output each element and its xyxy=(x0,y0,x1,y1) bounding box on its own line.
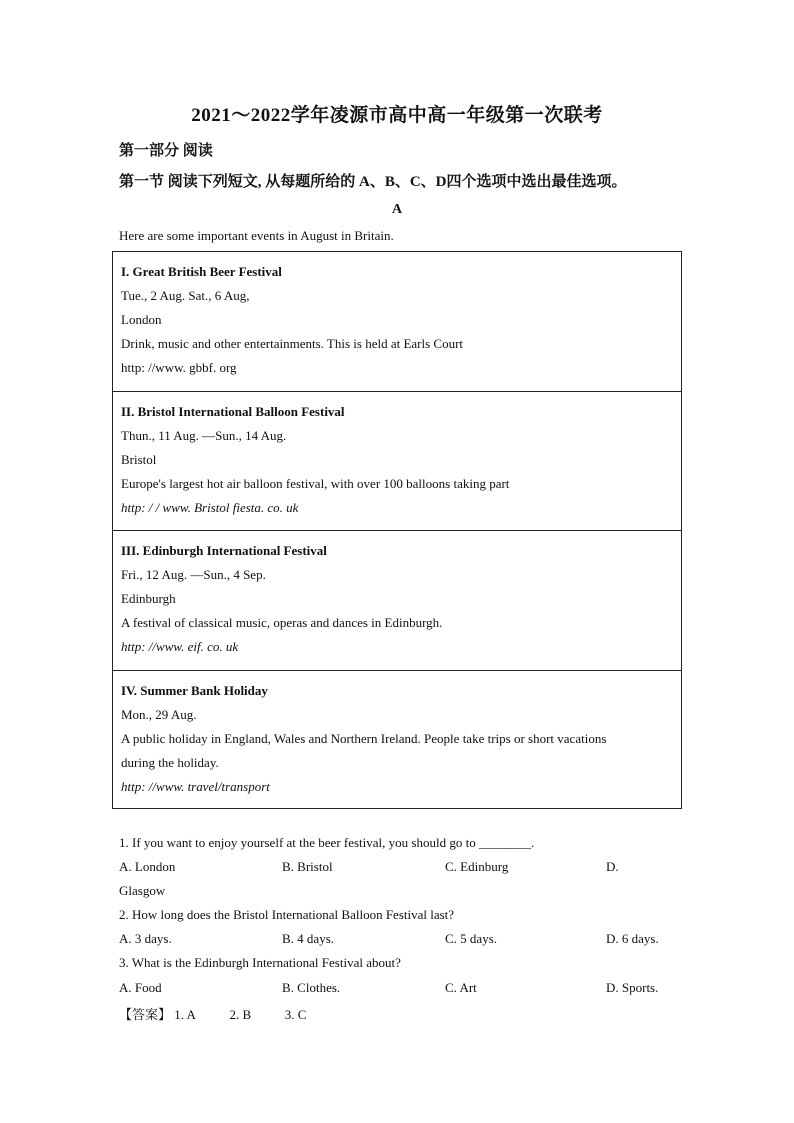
event-description: Europe's largest hot air balloon festival, with over 100 balloons taking part xyxy=(121,476,510,491)
answer-label: 【答案】 xyxy=(119,1007,172,1022)
event-description: Drink, music and other entertainments. This is held at Earls Court xyxy=(121,336,464,351)
question-2: 2. How long does the Bristol International Balloon Festival last? xyxy=(119,907,455,922)
option-d: D. Sports. xyxy=(606,980,659,995)
passage-letter: A xyxy=(391,202,403,217)
event-date: Fri., 12 Aug. —Sun., 4 Sep. xyxy=(121,567,266,582)
event-name: III. Edinburgh International Festival xyxy=(121,543,327,558)
exam-title: 2021～2022学年凌源市高中高一年级第一次联考 xyxy=(191,105,603,126)
event-date: Mon., 29 Aug. xyxy=(121,707,197,722)
event-box xyxy=(113,252,681,392)
event-date: Tue., 2 Aug. Sat., 6 Aug, xyxy=(121,288,250,303)
question-1-options xyxy=(119,859,679,883)
question-2-options xyxy=(119,931,679,955)
option-a: A. London xyxy=(119,859,176,874)
option-a: A. Food xyxy=(119,980,162,995)
answer-item: 2. B xyxy=(229,1007,252,1022)
event-place: Edinburgh xyxy=(121,591,176,606)
option-b: B. Bristol xyxy=(282,859,333,874)
event-box xyxy=(113,531,681,671)
question-3-options xyxy=(119,980,679,1004)
event-name: II. Bristol International Balloon Festival xyxy=(121,404,345,419)
passage-intro: Here are some important events in August in Britain. xyxy=(119,228,394,243)
option-d: D. xyxy=(606,859,619,874)
option-d-continued: Glasgow xyxy=(119,883,166,898)
event-box xyxy=(113,671,681,808)
answer-item: 3. C xyxy=(284,1007,307,1022)
event-url: http: / / www. Bristol fiesta. co. uk xyxy=(121,500,299,515)
event-description: A public holiday in England, Wales and Northern Ireland. People take trips or short vacations xyxy=(121,731,607,746)
section-heading: 第一节 阅读下列短文, 从每题所给的 A、B、C、D四个选项中选出最佳选项。 xyxy=(119,174,627,190)
event-name: IV. Summer Bank Holiday xyxy=(121,683,268,698)
event-name: I. Great British Beer Festival xyxy=(121,264,282,279)
events-table xyxy=(112,251,682,809)
option-d: D. 6 days. xyxy=(606,931,659,946)
question-1: 1. If you want to enjoy yourself at the beer festival, you should go to ________. xyxy=(119,835,535,850)
option-c: C. Art xyxy=(445,980,477,995)
event-description-continued: during the holiday. xyxy=(121,755,219,770)
event-url: http: //www. eif. co. uk xyxy=(121,639,239,654)
answer-item: 1. A xyxy=(174,1007,196,1022)
answer-line xyxy=(119,1004,306,1023)
option-c: C. Edinburg xyxy=(445,859,509,874)
event-url: http: //www. travel/transport xyxy=(121,779,270,794)
option-a: A. 3 days. xyxy=(119,931,172,946)
event-place: Bristol xyxy=(121,452,157,467)
event-date: Thun., 11 Aug. —Sun., 14 Aug. xyxy=(121,428,287,443)
event-place: London xyxy=(121,312,162,327)
part-heading: 第一部分 阅读 xyxy=(119,143,213,159)
event-description: A festival of classical music, operas and dances in Edinburgh. xyxy=(121,615,443,630)
option-c: C. 5 days. xyxy=(445,931,497,946)
event-url: http: //www. gbbf. org xyxy=(121,360,237,375)
question-3: 3. What is the Edinburgh International Festival about? xyxy=(119,955,401,970)
option-b: B. 4 days. xyxy=(282,931,334,946)
option-b: B. Clothes. xyxy=(282,980,341,995)
event-box xyxy=(113,392,681,531)
